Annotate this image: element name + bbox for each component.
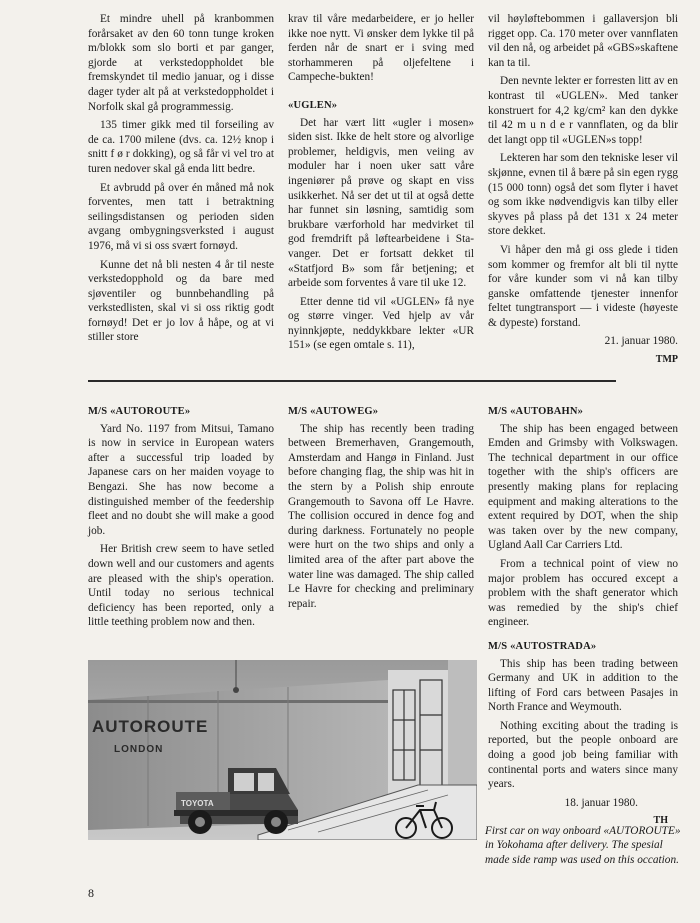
paragraph: From a technical point of view no major problem has occured except a problem with the shaft generator which was remedied by the ship's chief engineer. xyxy=(488,557,678,629)
section-divider xyxy=(88,380,616,382)
autoroute-article xyxy=(88,405,274,634)
date-line: 18. januar 1980. xyxy=(564,796,638,809)
top-column-2 xyxy=(288,12,474,357)
article-heading: M/S «AUTOBAHN» xyxy=(488,406,584,417)
photo-caption: First car on way onboard «AUTOROUTE» in Yokohama after delivery. The spesial made side ramp was used on this occation. xyxy=(485,825,681,866)
paragraph: vil høyløftebommen i gallaversjon bli rigget opp. Ca. 170 meter over vannflaten vil den nå, og arbeidet på «GBS»skaftene kan ta til. xyxy=(488,13,678,69)
signature: TH xyxy=(653,815,668,827)
paragraph: Et avbrudd på over én måned må nok forventes, men tatt i betraktning seilingsdistansen og perioden siden avgang ombygningsverksted i august 1976, må vi si oss svært fornøyd. xyxy=(88,181,274,252)
top-column-1 xyxy=(88,12,274,349)
paragraph: This ship has been trading between Germany and UK in addition to the lifting of Ford cars between Pasajes in North France and Weymouth. xyxy=(488,657,678,714)
paragraph: Kunne det nå bli nesten 4 år til neste verkstedopphold og da bare med sjøventiler og bunnbehandling på verkstedlisten, skal vi si oss riktig godt fornøyd! Det er jo lov å håpe, og at vi stiller store xyxy=(88,258,274,344)
ship-loading-photo xyxy=(88,660,477,840)
paragraph: Nothing exciting about the trading is reported, but the people onboard are doing a good job being familiar with continental ports and waters since many years. xyxy=(488,719,678,791)
section-heading-uglen: «UGLEN» xyxy=(288,99,338,111)
tailgate-lettering: TOYOTA xyxy=(181,799,214,808)
paragraph: Den nevnte lekter er forresten litt av en kontrast til «UGLEN». Med tanker konstruert for 4,2 kg/cm² kan den dykke til 42 m u n d e r vannflaten, og da blir det langt opp til «UGLEN»s topp! xyxy=(488,75,678,146)
paragraph: krav til våre medarbeidere, er jo heller ikke noe nytt. Vi ønsker dem lykke til på ferden når de snart er i sving med storhammeren på oljefeltene i Campeche-bukten! xyxy=(288,13,474,84)
paragraph: Her British crew seem to have setled down well and our customers and agents are pleased with the ship's operation. Until today no serious technical deficiency has been reported, only a little teething problem now and then. xyxy=(88,543,274,629)
paragraph: Etter denne tid vil «UGLEN» få nye og større vinger. Ved hjelp av vår nyinnkjøpte, neddykkbare lekter «UR 151» (se egen omtale s. 11), xyxy=(288,295,474,352)
paragraph: 135 timer gikk med til forseiling av de ca. 1700 milene (dvs. ca. 12½ knop i snitt f ø r dokking), og så får vi vel tro at turen nedover skal gå enda litt bedre. xyxy=(88,119,274,175)
signature: TMP xyxy=(655,354,678,366)
paragraph: Yard No. 1197 from Mitsui, Tamano is now in service in European waters after a successful trip loaded by Japanese cars on her maiden voyage to Bengazi. She has now become a distinguished member of the feedership fleet and no doubt she will make a good job. xyxy=(88,422,274,537)
page-number: 8 xyxy=(88,886,94,900)
paragraph: Det har vært litt «ugler i mosen» siden sist. Ikke de helt store og alvorlige problemer, heldigvis, men veiing av moduler har i noen uker satt våre ingeniører på prøve og skapt en viss usikkerhet. Nå ser det ut til at også dette har funnet sin løsning, samtidig som brukbare værforhold har medvirket til god fremdrift på løftearbeidene i Stavanger. Det er fortsatt dekket til «Statfjord B» som får betjening; et arbeide som forventes å vare til uke 12. xyxy=(288,116,474,290)
article-heading: M/S «AUTOWEG» xyxy=(288,406,379,417)
article-heading: M/S «AUTOROUTE» xyxy=(88,406,191,417)
autobahn-article xyxy=(488,405,678,829)
paragraph: The ship has been engaged between Emden and Grimsby with Volkswagen. The technical department in our office together with the ship's officers are presently making plans for replacing equipment and making alterations to the extent required by DOT, when the ship was taken over by the new company, Ugland Aall Car Carriers Ltd. xyxy=(488,422,678,552)
top-column-3 xyxy=(488,12,678,368)
paragraph: Et mindre uhell på kranbommen forårsaket av den 60 tonn tunge kroken m/blokk som slo borti et par ganger, gjorde at verkstedoppholdet ble fremskyndet til medio januar, og i disse dager tyder alt på at verkstedoppholdet i Norfolk skal gå programmessig. xyxy=(88,13,274,113)
paragraph: Lekteren har som den tekniske leser vil skjønne, evnen til å bære på sin egen rygg (15 000 tonn) også det som flyter i havet og som ikke nødvendigvis kan tilby eller skyves på plass på det 131 x 24 meter store dekket. xyxy=(488,152,678,238)
hull-lettering: AUTOROUTE xyxy=(92,717,209,736)
article-heading: M/S «AUTOSTRADA» xyxy=(488,640,597,652)
hull-port-lettering: LONDON xyxy=(114,744,164,755)
date-line: 21. januar 1980. xyxy=(604,335,678,348)
paragraph: Vi håper den må gi oss glede i tiden som kommer og fremfor alt bli til nytte for våre kunder som vi nå kan tilby ganske omfattende tjenester innenfor feltet tungtransport — i videste (høyeste & dypeste) forstand. xyxy=(488,243,678,329)
paragraph: The ship has recently been trading between Bremerhaven, Grangemouth, Amsterdam and Hangø in Finland. Just before changing flag, the ship was hit in the stern by a Polish ship enroute Grangemouth to Savona off Le Havre. The collision occured in dence fog and during darkness. Fortunately no people were hurt on the two ships and only a limited area of the after part above the water line was damaged. The ship called Le Havre for checking and preliminary repair. xyxy=(288,422,474,610)
autoweg-article xyxy=(288,405,474,615)
